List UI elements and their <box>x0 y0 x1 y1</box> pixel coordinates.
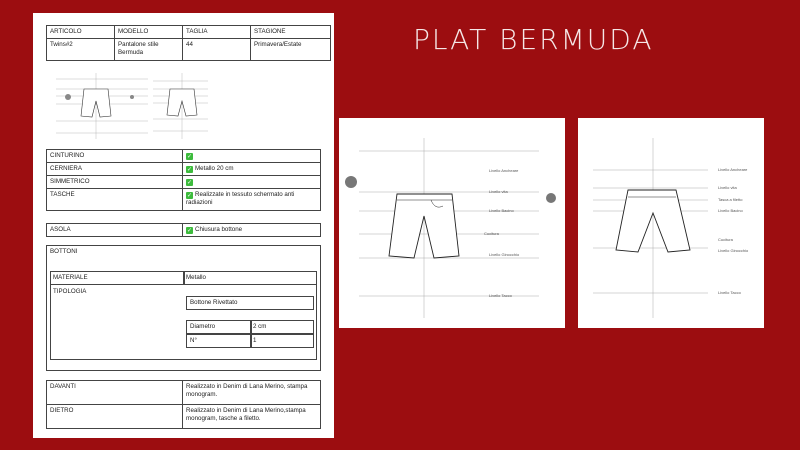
check-icon: ✓ <box>186 192 193 199</box>
feature-label: CINTURINO <box>47 150 183 163</box>
back-label: Livello Ancheare <box>718 167 748 172</box>
davanti-dietro-table <box>46 380 321 429</box>
page-title: PLAT BERMUDA <box>413 23 654 56</box>
bottoni-label: BOTTONI <box>50 248 78 255</box>
asola-row <box>47 224 321 237</box>
bottoni-section <box>46 245 321 371</box>
asola-value: ✓ Chiusura bottone <box>183 224 321 237</box>
front-label: Cucitura <box>484 231 499 236</box>
header-cell: STAGIONE <box>251 26 331 39</box>
header-cell: MODELLO <box>115 26 183 39</box>
front-sketch-thumbnail <box>48 71 158 141</box>
davanti-value: Realizzato in Denim di Lana Merino, stampa monogram. <box>183 381 321 405</box>
header-table <box>46 25 331 61</box>
feature-value: ✓ Metallo 20 cm <box>183 163 321 176</box>
header-cell: ARTICOLO <box>47 26 115 39</box>
header-cell: TAGLIA <box>183 26 251 39</box>
feature-value <box>183 176 321 189</box>
tech-sheet <box>33 13 334 438</box>
feature-row <box>47 176 321 189</box>
davanti-row <box>47 381 321 405</box>
feature-row <box>47 150 321 163</box>
feature-value: ✓ Realizzate in tessuto schermato anti radiazioni <box>183 189 321 211</box>
asola-table <box>46 223 321 237</box>
dietro-label: DIETRO <box>47 405 183 429</box>
feature-label: TASCHE <box>47 189 183 211</box>
features-table <box>46 149 321 211</box>
diametro-label: Diametro <box>190 323 216 330</box>
front-label: Livello Ancheare <box>489 168 519 173</box>
materiale-label: MATERIALE <box>53 274 88 281</box>
back-label: Tasca a filetto <box>718 197 743 202</box>
davanti-label: DAVANTI <box>47 381 183 405</box>
front-view-panel <box>339 118 565 328</box>
front-label: Livello Tacco <box>489 293 512 298</box>
asola-label: ASOLA <box>47 224 183 237</box>
value-cell: Pantalone stile Bermuda <box>115 38 183 60</box>
check-icon: ✓ <box>186 166 193 173</box>
value-cell: Twins#2 <box>47 38 115 60</box>
front-label: Livello Ginocchio <box>489 252 520 257</box>
n-label: N° <box>190 337 197 344</box>
front-label: Livello Bacino <box>489 208 514 213</box>
diametro-value: 2 cm <box>253 323 267 330</box>
feature-label: SIMMETRICO <box>47 176 183 189</box>
feature-label: CERNIERA <box>47 163 183 176</box>
value-row <box>47 38 331 60</box>
n-value: 1 <box>253 337 257 344</box>
value-cell: Primavera/Estate <box>251 38 331 60</box>
dietro-row <box>47 405 321 429</box>
back-view-panel <box>578 118 764 328</box>
back-label: Livello vita <box>718 185 737 190</box>
materiale-value: Metallo <box>186 274 206 281</box>
value-cell: 44 <box>183 38 251 60</box>
back-view-drawing <box>578 118 764 328</box>
tipologia-label: TIPOLOGIA <box>53 288 87 295</box>
back-label: Livello Ginocchio <box>718 248 749 253</box>
back-label: Cucitura <box>718 237 733 242</box>
materiale-divider <box>183 271 185 285</box>
dimension-divider <box>250 320 252 348</box>
check-icon: ✓ <box>186 179 193 186</box>
check-icon: ✓ <box>186 153 193 160</box>
back-label: Livello Bacino <box>718 208 743 213</box>
check-icon: ✓ <box>186 227 193 234</box>
back-label: Livello Tacco <box>718 290 741 295</box>
feature-row <box>47 189 321 211</box>
front-view-drawing <box>339 118 565 328</box>
header-row <box>47 26 331 39</box>
dietro-value: Realizzato in Denim di Lana Merino,stampa monogram, tasche a filetto. <box>183 405 321 429</box>
tipologia-value: Bottone Rivettato <box>190 299 238 306</box>
back-sketch-thumbnail <box>148 71 233 141</box>
feature-value <box>183 150 321 163</box>
front-label: Livello vita <box>489 189 508 194</box>
feature-row <box>47 163 321 176</box>
